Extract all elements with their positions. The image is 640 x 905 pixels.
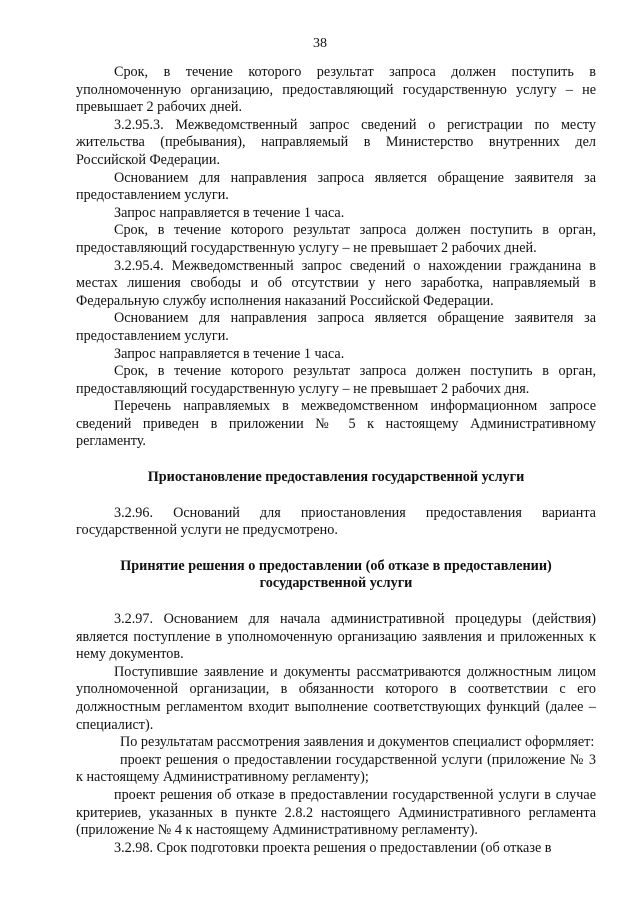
paragraph: Запрос направляется в течение 1 часа. — [114, 345, 345, 362]
paragraph: 3.2.98. Срок подготовки проекта решения о предоставлении (об отказе в — [114, 839, 552, 856]
paragraph: 3.2.96. Оснований для приостановления предоставления варианта государственной услуги не предусмотрено. — [76, 504, 596, 539]
paragraph: Срок, в течение которого результат запроса должен поступить в орган, предоставляющий государственную услугу – не превышает 2 рабочих дней. — [76, 222, 596, 256]
section-heading-decision: Принятие решения о предоставлении (об отказе в предоставлении) государственной услуги — [120, 557, 552, 592]
paragraph: Поступившие заявление и документы рассматриваются должностным лицом уполномоченной организации, в обязанности которого в соответствии с его должностным регламентом входит выполнение соответствующих функций (далее – специалист). — [76, 663, 596, 733]
section-heading-suspension: Приостановление предоставления государственной услуги — [147, 469, 525, 486]
list-item: проект решения о предоставлении государственной услуги (приложение № 3 к настоящему Административному регламенту); — [76, 751, 596, 786]
page-number: 38 — [313, 36, 327, 51]
paragraph: По результатам рассмотрения заявления и документов специалист оформляет: — [120, 734, 595, 751]
list-item: проект решения об отказе в предоставлении государственной услуги в случае критериев, указанных в пункте 2.8.2 настоящего Административного регламента (приложение № 4 к настоящему Административному регламенту). — [76, 786, 596, 839]
paragraph: Срок, в течение которого результат запроса должен поступить в орган, предоставляющий государственную услугу – не превышает 2 рабочих дня. — [76, 363, 596, 397]
paragraph: Перечень направляемых в межведомственном информационном запросе сведений приведен в приложении № 5 к настоящему Административному регламенту. — [76, 398, 596, 450]
paragraph: 3.2.95.3. Межведомственный запрос сведений о регистрации по месту жительства (пребывания), направляемый в Министерство внутренних дел Российской Федерации. — [76, 116, 596, 168]
paragraph: Основанием для направления запроса является обращение заявителя за предоставлением услуги. — [76, 169, 596, 204]
paragraph: Запрос направляется в течение 1 часа. — [114, 204, 345, 221]
paragraph: Основанием для направления запроса является обращение заявителя за предоставлением услуги. — [76, 310, 596, 344]
paragraph: 3.2.97. Основанием для начала административной процедуры (действия) является поступление в уполномоченную организацию заявления и приложенных к нему документов. — [76, 611, 596, 663]
paragraph: Срок, в течение которого результат запроса должен поступить в уполномоченную организацию, предоставляющий государственную услугу – не превышает 2 рабочих дней. — [76, 64, 596, 116]
paragraph: 3.2.95.4. Межведомственный запрос сведений о нахождении гражданина в местах лишения свободы и об отсутствии у него заработка, направляемый в Федеральную службу исполнения наказаний Российской Федерации. — [76, 257, 596, 309]
document-body — [76, 64, 596, 857]
